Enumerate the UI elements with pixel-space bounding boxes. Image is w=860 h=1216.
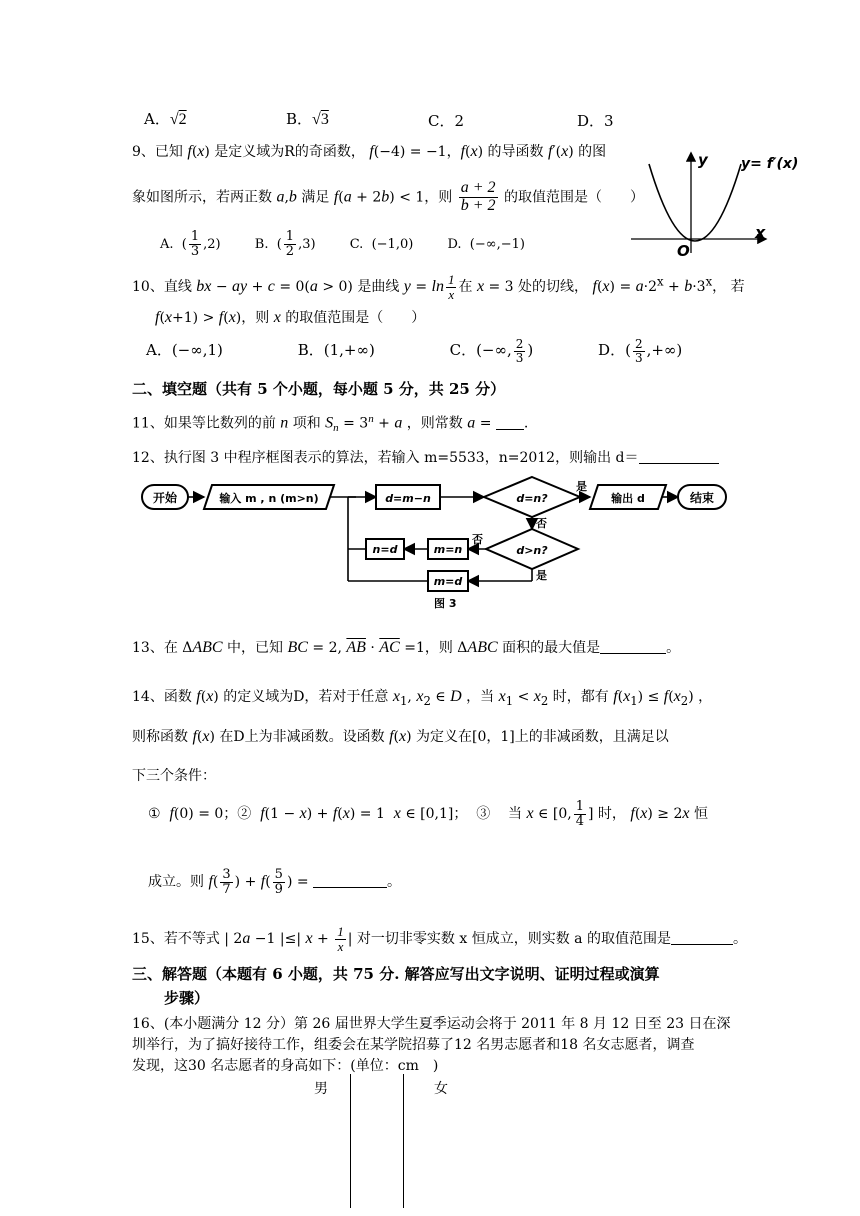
q14-line5: 成立。则 f( $\frac{3}{7}$ ) + f( $\frac{5}{9}$ ) = 。 bbox=[148, 867, 402, 897]
graph-label-origin: O bbox=[677, 242, 690, 260]
q8-option-b: B．√3 bbox=[286, 110, 329, 128]
fc-caption: 图 3 bbox=[434, 597, 457, 610]
svg-text:d>n?: d>n? bbox=[516, 544, 548, 557]
q9-stem-line2: 象如图所示，若两正数 a,b 满足 f(a + 2b) < 1，则 $\frac{a + 2}{b + 2}$ 的取值范围是（ ） bbox=[132, 179, 644, 214]
q9-stem-line1: 9、已知 f(x) 是定义域为R的奇函数， f(−4) = −1，f(x) 的导函数 f′(x) 的图 bbox=[132, 143, 607, 160]
q16-line2: 圳举行，为了搞好接待工作，组委会在某学院招募了12 名男志愿者和18 名女志愿者，调查 bbox=[132, 1037, 695, 1053]
q10-options: A．(−∞,1) B．(1,+∞) C．(−∞, $\frac{2}{3}$ ) D．( $\frac{2}{3}$ ,+∞) bbox=[146, 337, 683, 365]
q14-line1: 14、函数 f(x) 的定义域为D，若对于任意 $x_1$, $x_2$ ∈ D ，当 $x_1 < x_2$ 时，都有 $f(x_1) \le f(x_2)$ ， bbox=[132, 688, 713, 708]
q14-line4: ① f(0) = 0；② f(1 − x) + f(x) = 1 x ∈ [0,1]； ③ 当 x ∈ [0, $\frac{1}{4}$ ] 时， f(x) ≥ 2x 恒 bbox=[148, 799, 708, 829]
q9-options: A. ( $\frac{1}{3}$ ,2) B. ( $\frac{1}{2}$ ,3) C. (−1,0) D. (−∞,−1) bbox=[160, 229, 525, 259]
q9-fraction: $\frac{a + 2}{b + 2}$ bbox=[460, 179, 496, 214]
svg-text:输入 m , n (m>n): 输入 m , n (m>n) bbox=[219, 492, 319, 505]
svg-text:m=d: m=d bbox=[433, 575, 463, 588]
flowchart bbox=[138, 475, 738, 615]
graph-parabola bbox=[649, 164, 741, 241]
q13: 13、在 ΔABC 中，已知 BC = 2, $\overline{AB} \cdot \overline{AC} =1$，则 ΔABC 面积的最大值是 。 bbox=[132, 639, 681, 656]
q8-option-d: D．3 bbox=[577, 112, 614, 130]
svg-text:开始: 开始 bbox=[152, 491, 178, 505]
q8-option-c: C．2 bbox=[428, 112, 465, 130]
fc-no-label-1: 否 bbox=[536, 517, 547, 530]
fc-yes-label-2: 是 bbox=[536, 569, 547, 582]
svg-text:结束: 结束 bbox=[689, 491, 715, 505]
section2-heading: 二、填空题（共有 5 个小题，每小题 5 分，共 25 分） bbox=[132, 380, 506, 398]
svg-text:d=n?: d=n? bbox=[516, 492, 548, 505]
q14-line2: 则称函数 f(x) 在D上为非减函数。设函数 f(x) 为定义在[0，1]上的非减函数，且满足以 bbox=[132, 728, 669, 745]
q10-line1: 10、直线 bx − ay + c = 0(a > 0) 是曲线 y = ln $\frac{1}{x}$ 在 x = 3 处的切线， $f(x) = a\cdot 2^x + b\cdot 3^x$， 若 bbox=[132, 272, 745, 302]
q14-line3: 下三个条件： bbox=[132, 768, 216, 784]
q12: 12、执行图 3 中程序框图表示的算法，若输入 m=5533，n=2012，则输出 d＝ bbox=[132, 447, 719, 467]
q16-line1: 16、(本小题满分 12 分）第 26 届世界大学生夏季运动会将于 2011 年 8 月 12 日至 23 日在深 bbox=[132, 1016, 731, 1032]
svg-text:d=m−n: d=m−n bbox=[385, 492, 431, 505]
stem-leaf-divider-left bbox=[350, 1074, 351, 1208]
q10-line2: f(x+1) > f(x)，则 x 的取值范围是（ ） bbox=[155, 309, 426, 326]
section3-heading-1: 三、解答题（本题有 6 小题，共 75 分. 解答应写出文字说明、证明过程或演算 bbox=[132, 965, 660, 983]
q9-derivative-graph bbox=[625, 148, 799, 263]
svg-text:m=n: m=n bbox=[433, 543, 463, 556]
q16-line3: 发现，这30 名志愿者的身高如下：(单位：cm ) bbox=[132, 1058, 439, 1074]
graph-label-x: x bbox=[755, 223, 766, 242]
q15: 15、若不等式 | 2a −1 |≤| x + $\frac{1}{x}$ | 对一切非零实数 x 恒成立，则实数 a 的取值范围是 。 bbox=[132, 924, 747, 954]
fc-no-label-2: 否 bbox=[472, 533, 483, 546]
stem-leaf-divider-right bbox=[403, 1074, 404, 1208]
svg-text:输出 d: 输出 d bbox=[611, 492, 645, 505]
fc-yes-label-1: 是 bbox=[576, 480, 587, 493]
section3-heading-2: 步骤） bbox=[164, 989, 210, 1007]
graph-label-y: y bbox=[698, 151, 708, 169]
q8-option-a: A．√2 bbox=[144, 110, 187, 128]
graph-label-curve: y= f′(x) bbox=[741, 156, 799, 172]
stem-leaf-label-female: 女 bbox=[434, 1081, 448, 1097]
svg-text:n=d: n=d bbox=[372, 543, 398, 556]
stem-leaf-label-male: 男 bbox=[314, 1081, 328, 1097]
q11: 11、如果等比数列的前 n 项和 $S_n = 3^n + a$ ，则常数 a = . bbox=[132, 413, 529, 435]
